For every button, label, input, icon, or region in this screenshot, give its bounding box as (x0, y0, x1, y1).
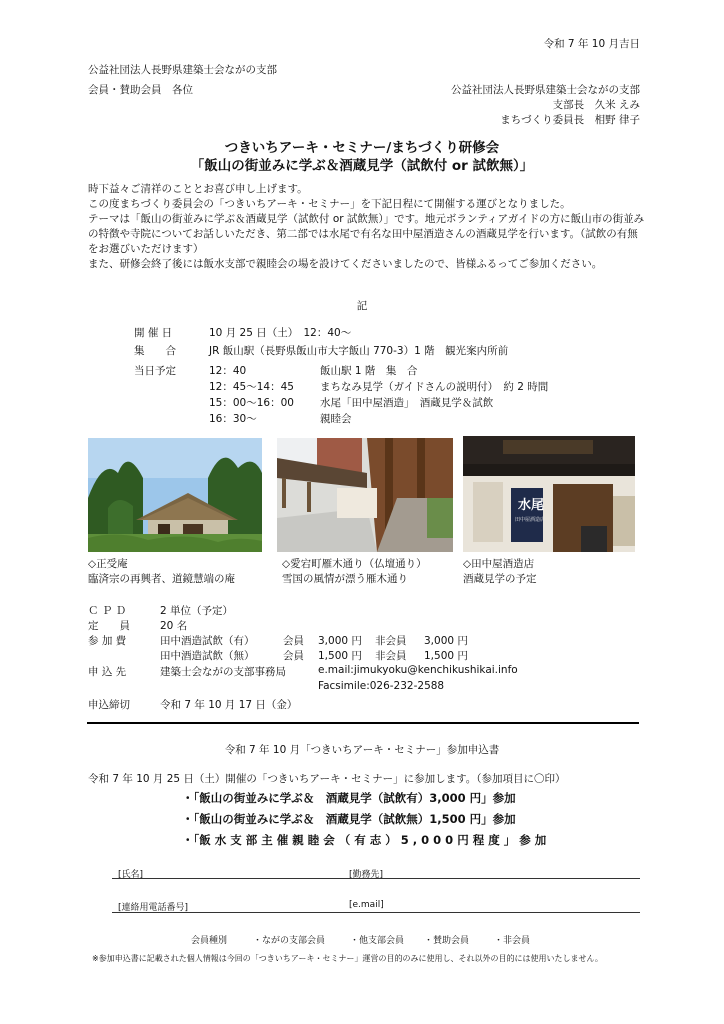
fee-nonmember-label: 非会員 (375, 650, 407, 662)
capacity-label: 定 員 (88, 620, 130, 632)
privacy-note: ※参加申込書に記載された個人情報は今回の「つきいちアーキ・セミナー」運営の目的のみに使用し、それ以外の目的には使用いたしません。 (92, 954, 603, 963)
page-subtitle: 「飯山の街並みに学ぶ＆酒蔵見学（試飲付 or 試飲無）」 (190, 158, 534, 174)
option-no-tasting[interactable]: ・「飯山の街並みに学ぶ＆ 酒蔵見学（試飲無）1,500 円」参加 (182, 812, 516, 826)
section-divider (87, 722, 639, 724)
member-type-nonmember[interactable]: ・非会員 (494, 936, 531, 946)
sender-branch-head: 支部長 久米 えみ (552, 99, 640, 111)
form-title: 令和 7 年 10 月「つきいちアーキ・セミナー」参加申込書 (224, 744, 500, 756)
intro-social: また、研修会終了後には飯水支部で親睦会の場を設けてくださいましたので、皆様ふるってご参加ください。 (88, 258, 603, 270)
photo-caption: 雪国の風情が漂う雁木通り (282, 573, 408, 585)
option-social[interactable]: ・「飯 水 支 部 主 催 親 睦 会 （ 有 志 ） 5 , 0 0 0 円 程 度 」 参 加 (182, 833, 547, 847)
schedule-label: 当日予定 (134, 365, 176, 377)
fee-nonmember-value: 1,500 円 (424, 650, 468, 662)
recipients: 会員・賛助会員 各位 (88, 84, 193, 96)
shojuan-photo (88, 438, 262, 552)
photo-caption: 臨済宗の再興者、道鏡慧端の庵 (88, 573, 235, 585)
apply-value: 建築士会ながの支部事務局 (160, 666, 286, 678)
contact-email[interactable]: e.mail:jimukyoku@kenchikushikai.info (318, 664, 518, 676)
organization-name: 公益社団法人長野県建築士会ながの支部 (88, 64, 277, 76)
intro-text (88, 182, 648, 272)
fee-nonmember-value: 3,000 円 (424, 635, 468, 647)
schedule-desc: まちなみ見学（ガイドさんの説明付） 約 2 時間 (320, 381, 549, 393)
schedule-time: 16：30～ (209, 413, 257, 425)
fee-label: 参 加 費 (88, 635, 127, 647)
intro-announcement: この度まちづくり委員会の「つきいちアーキ・セミナー」を下記日程にて開催する運びとなりました。 (88, 198, 571, 210)
intro-greeting: 時下益々ご清祥のこととお喜び申し上げます。 (88, 183, 308, 195)
schedule-desc: 親睦会 (320, 413, 352, 425)
fee-nonmember-label: 非会員 (375, 635, 407, 647)
meeting-value: JR 飯山駅（長野県飯山市大字飯山 770-3）1 階 観光案内所前 (209, 345, 509, 357)
member-type-label: 会員種別 (191, 936, 228, 946)
cpd-label: Ｃ Ｐ Ｄ (88, 605, 127, 617)
brewery-sign: 水尾 (518, 498, 545, 513)
issue-date: 令和 7 年 10 月吉日 (543, 38, 640, 50)
apply-label: 申 込 先 (88, 666, 127, 678)
photo-caption: 酒蔵見学の予定 (463, 573, 537, 585)
intro-theme: テーマは「飯山の街並みに学ぶ＆酒蔵見学（試飲付 or 試飲無）」です。地元ボランティアガイドの方に飯山市の街並みの特徴や寺院についてお話しいただき、第二部では水尾で有名な田中屋酒造さんの酒蔵見学を行います。（試飲の有無をお選びいただけます） (88, 213, 645, 255)
schedule-time: 12：40 (209, 365, 247, 377)
photo-title: ◇正受庵 (88, 558, 128, 570)
member-type-supporting[interactable]: ・賛助会員 (424, 936, 470, 946)
deadline-value: 令和 7 年 10 月 17 日（金） (160, 699, 298, 711)
workplace-field-label: [勤務先] (349, 870, 384, 880)
schedule-desc: 飯山駅 1 階 集 合 (320, 365, 418, 377)
cpd-value: 2 単位（予定） (160, 605, 234, 617)
schedule-time: 15：00～16：00 (209, 397, 294, 409)
gangi-street-photo (277, 438, 453, 552)
capacity-value: 20 名 (160, 620, 188, 632)
phone-field-label: [連絡用電話番号] (118, 903, 189, 913)
tanakaya-brewery-photo (463, 436, 635, 552)
option-tasting[interactable]: ・「飯山の街並みに学ぶ＆ 酒蔵見学（試飲有）3,000 円」参加 (182, 791, 516, 805)
sender-organization: 公益社団法人長野県建築士会ながの支部 (451, 84, 640, 96)
fee-member-value: 3,000 円 (318, 635, 362, 647)
member-type-other-branch[interactable]: ・他支部会員 (350, 936, 405, 946)
fee-member-label: 会員 (283, 650, 304, 662)
name-workplace-field[interactable] (112, 878, 640, 879)
meeting-label: 集 合 (134, 345, 176, 357)
fee-item: 田中酒造試飲（有） (160, 635, 255, 647)
name-field-label: [氏名] (118, 870, 144, 880)
schedule-time: 12：45～14：45 (209, 381, 294, 393)
fee-item: 田中酒造試飲（無） (160, 650, 255, 662)
date-value: 10 月 25 日（土） 12：40～ (209, 327, 352, 339)
contact-fax: Facsimile:026-232-2588 (318, 680, 445, 692)
sender-committee-head: まちづくり委員長 相野 律子 (500, 114, 640, 126)
phone-email-field[interactable] (112, 912, 640, 913)
page-title: つきいちアーキ・セミナー/まちづくり研修会 (224, 140, 500, 156)
form-intro: 令和 7 年 10 月 25 日（土）開催の「つきいちアーキ・セミナー」に参加します。（参加項目に〇印） (88, 773, 566, 785)
schedule-desc: 水尾「田中屋酒造」 酒蔵見学＆試飲 (320, 397, 494, 409)
fee-member-label: 会員 (283, 635, 304, 647)
ki-mark: 記 (356, 300, 368, 312)
photo-title: ◇愛宕町雁木通り（仏壇通り） (282, 558, 427, 570)
photo-title: ◇田中屋酒造店 (463, 558, 535, 570)
date-label: 開 催 日 (134, 327, 173, 339)
fee-member-value: 1,500 円 (318, 650, 362, 662)
email-field-label: [e.mail] (349, 900, 384, 910)
brewery-sign-sub: 田中屋酒造店 (515, 517, 546, 523)
member-type-nagano[interactable]: ・ながの支部会員 (253, 936, 326, 946)
deadline-label: 申込締切 (88, 699, 130, 711)
